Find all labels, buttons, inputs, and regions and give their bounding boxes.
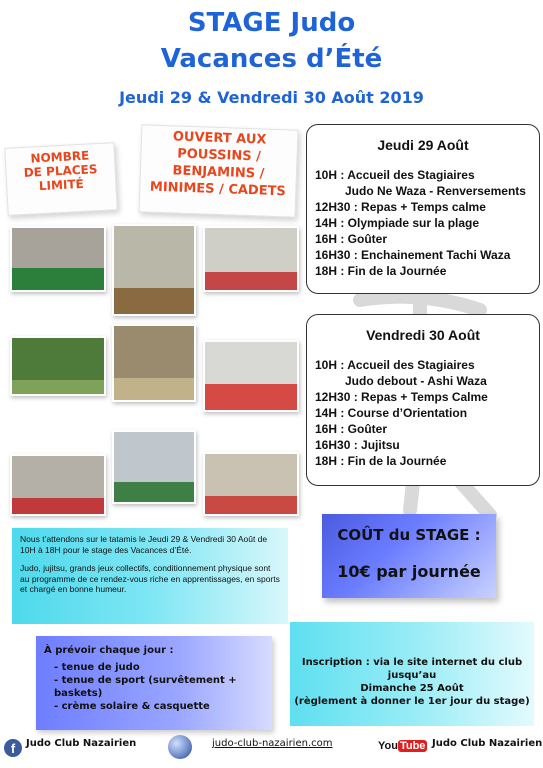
- prepare-item: - crème solaire & casquette: [54, 701, 210, 712]
- intro-paragraph: Nous t’attendons sur le tatamis le Jeudi 29 & Vendredi 30 Août de 10H à 18H pour le stage des Vacances d’Été.: [20, 534, 268, 555]
- intro-box: [12, 528, 288, 624]
- globe-icon: [168, 735, 192, 759]
- note-line: LIMITÉ: [38, 176, 85, 194]
- cost-box: [322, 514, 496, 598]
- schedule-line: 12H30 : Repas + Temps calme: [315, 200, 486, 214]
- note-line: OUVERT AUX: [172, 129, 267, 148]
- note-line: POUSSINS /: [176, 146, 262, 165]
- inscription-line: (règlement à donner le 1er jour du stage): [294, 696, 530, 707]
- note-line: NOMBRE: [30, 148, 90, 166]
- schedule-line: 14H : Olympiade sur la plage: [315, 216, 480, 230]
- website-link[interactable]: judo-club-nazairien.com: [212, 738, 333, 749]
- schedule-line: 12H30 : Repas + Temps Calme: [315, 390, 488, 404]
- schedule-line: 18H : Fin de la Journée: [315, 454, 447, 468]
- stage-dates: Jeudi 29 & Vendredi 30 Août 2019: [119, 88, 424, 107]
- schedule-line: 16H30 : Jujitsu: [315, 438, 400, 452]
- judo-photo: [112, 324, 196, 402]
- schedule-friday: [306, 314, 540, 486]
- cost-price: 10€ par journée: [337, 562, 481, 581]
- title-line-1: STAGE Judo: [187, 8, 356, 38]
- youtube-icon[interactable]: [378, 740, 426, 756]
- intro-paragraph: Judo, jujitsu, grands jeux collectifs, conditionnement physique sont au programme de ce rendez-vous riche en apprentissages, en sports et chargé en bonne humeur.: [20, 563, 280, 594]
- inscription-line: Inscription : via le site internet du club jusqu’au: [301, 657, 523, 681]
- schedule-line: 16H : Goûter: [315, 232, 388, 246]
- schedule-line: 10H : Accueil des Stagiaires: [315, 168, 475, 182]
- youtube-tube: Tube: [399, 740, 426, 752]
- judo-photo: [203, 452, 299, 516]
- judo-photo: [10, 454, 106, 516]
- schedule-line: 10H : Accueil des Stagiaires: [315, 358, 475, 372]
- facebook-link[interactable]: Judo Club Nazairien: [26, 738, 137, 749]
- title-line-2: Vacances d’Été: [160, 44, 383, 74]
- open-to-note: [139, 124, 299, 217]
- schedule-heading: Jeudi 29 Août: [377, 137, 469, 153]
- youtube-you: You: [378, 740, 398, 752]
- inscription-box: [290, 622, 534, 726]
- schedule-heading: Vendredi 30 Août: [366, 327, 480, 343]
- facebook-icon[interactable]: f: [4, 739, 22, 757]
- schedule-line: 14H : Course d’Orientation: [315, 406, 468, 420]
- judo-photo: [203, 340, 299, 412]
- prepare-item: - tenue de sport (survêtement + baskets): [54, 675, 237, 699]
- schedule-line: 16H30 : Enchainement Tachi Waza: [315, 248, 511, 262]
- schedule-thursday: [306, 124, 540, 294]
- outdoor-photo: [10, 336, 106, 396]
- judo-photo: [10, 226, 106, 292]
- schedule-line: Judo Ne Waza - Renversements: [345, 184, 526, 198]
- judo-photo: [112, 430, 196, 504]
- judo-photo: [112, 224, 196, 316]
- note-line: DE PLACES: [23, 162, 98, 180]
- schedule-line: 16H : Goûter: [315, 422, 388, 436]
- schedule-line: Judo debout - Ashi Waza: [345, 374, 487, 388]
- prepare-item: - tenue de judo: [54, 662, 140, 673]
- note-line: BENJAMINS /: [172, 163, 265, 182]
- limited-places-note: [4, 142, 117, 216]
- schedule-line: 18H : Fin de la Journée: [315, 264, 447, 278]
- prepare-heading: À prévoir chaque jour :: [44, 645, 174, 656]
- cost-label: COÛT du STAGE :: [337, 526, 481, 544]
- inscription-line: Dimanche 25 Août: [360, 683, 464, 694]
- judo-photo: [203, 226, 299, 292]
- note-line: MINIMES / CADETS: [149, 179, 287, 200]
- prepare-box: [36, 636, 272, 730]
- club-name: Judo Club Nazairien: [432, 738, 543, 749]
